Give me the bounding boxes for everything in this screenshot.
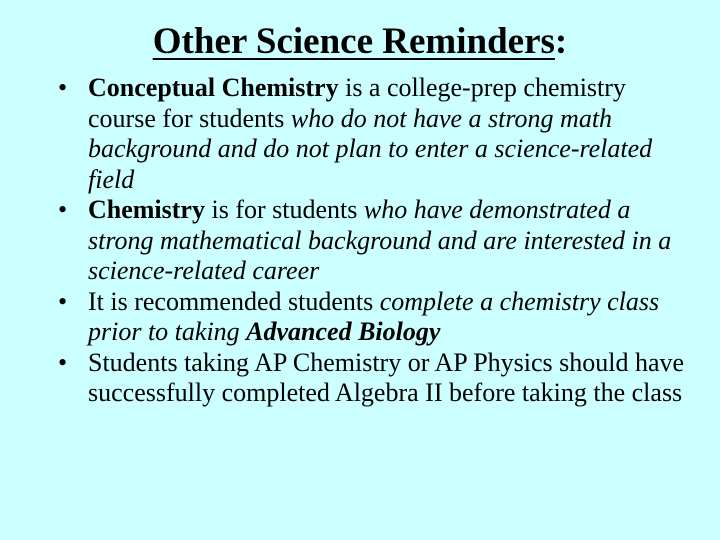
bullet-item-conceptual-chemistry [58,73,698,195]
slide-title-text: Other Science Reminders [152,21,555,62]
bullet-text: Students taking AP Chemistry or AP Physics should have successfully completed Algebra II before taking the class [88,347,685,407]
bullet-dot: • [58,73,68,102]
bullet-dot: • [58,347,68,377]
course-name-advanced-biology: Advanced Biology [246,317,441,346]
bullet-text: is a college-prep chemistry course for students [88,73,626,133]
slide-title-colon: : [554,21,568,62]
bullet-item-chemistry [58,195,698,287]
bullet-dot: • [58,286,68,316]
bullet-text: It is recommended students [88,286,380,316]
course-name-chemistry: Chemistry [88,195,205,224]
bullet-dot: • [58,195,68,224]
bullet-emphasis-text: complete a chemistry class prior to taking [88,286,660,346]
bullet-text: is for students [204,195,364,224]
bullet-emphasis-text: who do not have a strong math background and do not plan to enter a science-related field [88,103,653,194]
bullet-list [58,73,698,409]
bullet-emphasis-text: who have demonstrated a strong mathematical background and are interested in a science-related career [88,195,672,285]
bullet-item-ap-courses [58,348,698,409]
bullet-item-biology-prerequisite [58,287,698,348]
course-name-conceptual-chemistry: Conceptual Chemistry [88,73,339,102]
slide-title [0,20,720,64]
